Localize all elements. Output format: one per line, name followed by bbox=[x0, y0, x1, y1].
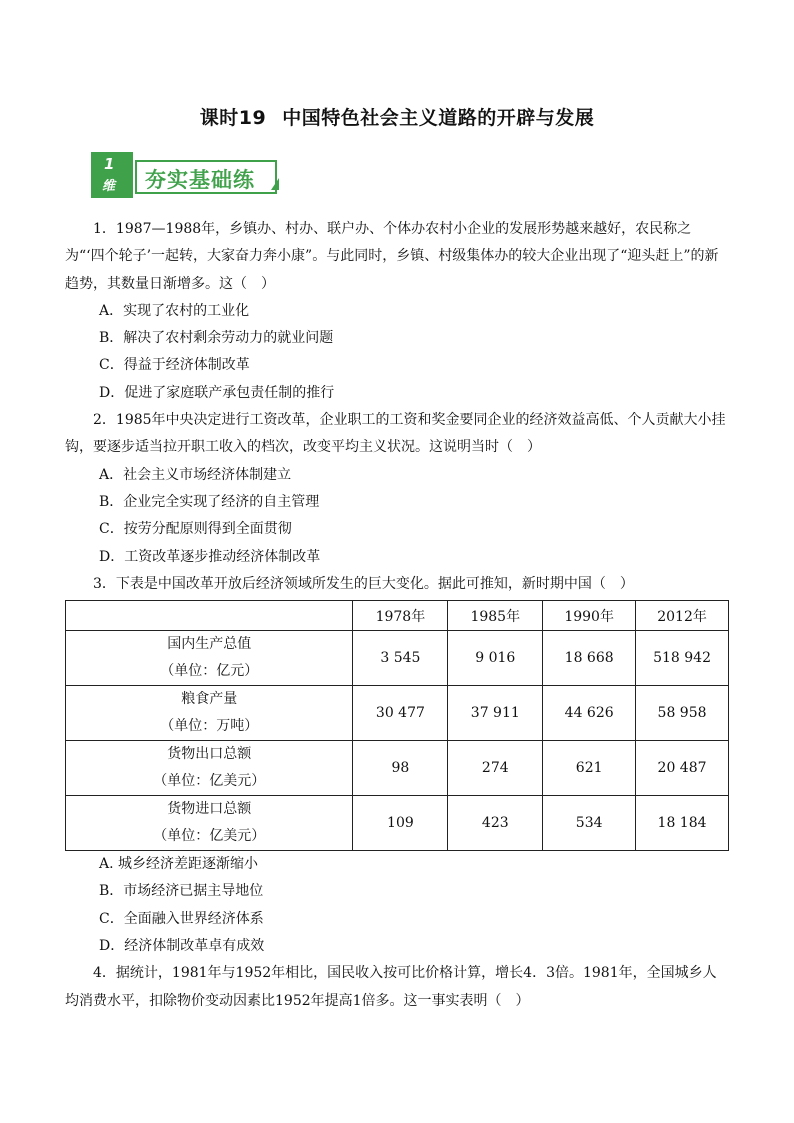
table-row bbox=[66, 796, 729, 851]
table-cell: 18 184 bbox=[636, 796, 729, 851]
row-label-cell bbox=[66, 686, 353, 741]
table-cell: 30 477 bbox=[353, 686, 448, 741]
table-header-cell: 1978年 bbox=[353, 601, 448, 631]
table-cell: 518 942 bbox=[636, 631, 729, 686]
question-2-stem: 2．1985年中央决定进行工资改革，企业职工的工资和奖金要同企业的经济效益高低、个人贡献大小挂钩，要逐步适当拉开职工收入的档次，改变平均主义状况。这说明当时（ ） bbox=[65, 412, 726, 456]
table-cell: 37 911 bbox=[448, 686, 543, 741]
page-title bbox=[0, 103, 794, 130]
q1-option-a: A．实现了农村的工业化 bbox=[99, 302, 250, 319]
row-label: 货物出口总额 bbox=[167, 746, 252, 763]
question-3-stem: 3．下表是中国改革开放后经济领域所发生的巨大变化。据此可推知，新时期中国（ ） bbox=[93, 575, 634, 592]
row-unit: （单位：亿元） bbox=[160, 663, 259, 680]
row-label-cell bbox=[66, 741, 353, 796]
table-header-cell: 2012年 bbox=[636, 601, 729, 631]
table-row bbox=[66, 631, 729, 686]
table-cell: 18 668 bbox=[543, 631, 636, 686]
table-cell: 3 545 bbox=[353, 631, 448, 686]
row-label: 粮食产量 bbox=[181, 691, 238, 708]
q1-option-b: B．解决了农村剩余劳动力的就业问题 bbox=[99, 330, 334, 347]
table-row bbox=[66, 686, 729, 741]
lesson-number: 课时19 bbox=[199, 107, 267, 129]
table-cell: 44 626 bbox=[543, 686, 636, 741]
section-label: 夯实基础练 bbox=[145, 168, 255, 192]
table-cell: 621 bbox=[543, 741, 636, 796]
table-cell: 9 016 bbox=[448, 631, 543, 686]
row-unit: （单位：亿美元） bbox=[153, 828, 266, 845]
table-header-row bbox=[66, 601, 729, 631]
question-1-stem: 1．1987—1988年，乡镇办、村办、联户办、个体办农村小企业的发展形势越来越好，农民称之为“‘四个轮子’一起转，大家奋力奔小康”。与此同时，乡镇、村级集体办的较大企业出现了“迎头赶上”的新趋势，其数量日渐增多。这（ ） bbox=[65, 221, 719, 292]
question-content bbox=[65, 216, 729, 1015]
section-badge bbox=[91, 152, 133, 198]
q2-option-b: B．企业完全实现了经济的自主管理 bbox=[99, 493, 320, 510]
table-header-cell bbox=[66, 601, 353, 631]
row-unit: （单位：亿美元） bbox=[153, 773, 266, 790]
row-label-cell bbox=[66, 796, 353, 851]
table-cell: 423 bbox=[448, 796, 543, 851]
section-label-box bbox=[135, 160, 277, 194]
badge-word: 维 bbox=[102, 179, 116, 194]
table-cell: 534 bbox=[543, 796, 636, 851]
row-unit: （单位：万吨） bbox=[160, 718, 259, 735]
table-header-cell: 1990年 bbox=[543, 601, 636, 631]
q2-option-d: D．工资改革逐步推动经济体制改革 bbox=[99, 548, 321, 565]
q2-option-c: C．按劳分配原则得到全面贯彻 bbox=[99, 521, 292, 538]
q1-option-d: D．促进了家庭联产承包责任制的推行 bbox=[99, 384, 335, 401]
q3-option-a: A. 城乡经济差距逐渐缩小 bbox=[99, 856, 259, 873]
table-cell: 98 bbox=[353, 741, 448, 796]
table-row bbox=[66, 741, 729, 796]
table-cell: 109 bbox=[353, 796, 448, 851]
banner-corner-triangle bbox=[271, 178, 279, 190]
q1-option-c: C．得益于经济体制改革 bbox=[99, 357, 250, 374]
table-cell: 20 487 bbox=[636, 741, 729, 796]
section-banner bbox=[91, 152, 287, 198]
table-cell: 58 958 bbox=[636, 686, 729, 741]
q3-option-c: C．全面融入世界经济体系 bbox=[99, 910, 264, 927]
row-label-cell bbox=[66, 631, 353, 686]
q3-option-b: B．市场经济已据主导地位 bbox=[99, 883, 264, 900]
table-header-cell: 1985年 bbox=[448, 601, 543, 631]
table-cell: 274 bbox=[448, 741, 543, 796]
question-4-stem: 4．据统计，1981年与1952年相比，国民收入按可比价格计算，增长4．3倍。1981年，全国城乡人均消费水平，扣除物价变动因素比1952年提高1倍多。这一事实表明（ ） bbox=[65, 965, 717, 1009]
q2-option-a: A．社会主义市场经济体制建立 bbox=[99, 466, 292, 483]
row-label: 货物进口总额 bbox=[167, 801, 252, 818]
q3-option-d: D．经济体制改革卓有成效 bbox=[99, 938, 265, 955]
economy-data-table bbox=[65, 600, 729, 851]
lesson-title: 中国特色社会主义道路的开辟与发展 bbox=[282, 107, 595, 129]
row-label: 国内生产总值 bbox=[167, 636, 252, 653]
badge-number: 1 bbox=[104, 155, 115, 173]
